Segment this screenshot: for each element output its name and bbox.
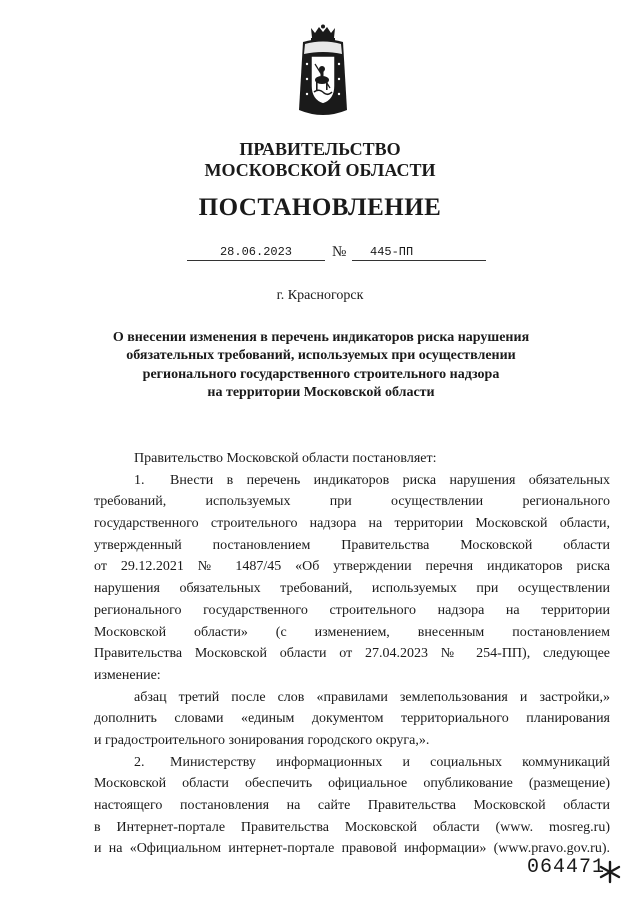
item1-number: 1. — [134, 472, 145, 488]
coat-of-arms-icon — [297, 24, 349, 120]
body-line: и на «Официальном интернет-портале правовой информации» (www.pravo.gov.ru). — [94, 841, 610, 857]
item2-first-line — [94, 752, 610, 774]
number-sign: № — [332, 244, 347, 260]
item1-first-line — [94, 470, 610, 492]
body-line: регионального государственного строительного надзора на территории — [94, 602, 610, 618]
serial-number: 064471 — [527, 856, 606, 879]
intro-paragraph: Правительство Московской области постановляет: — [134, 451, 437, 466]
body-line: государственного строительного надзора на территории Московской области, — [94, 516, 610, 532]
body-line: Правительства Московской области от 27.04.2023 № 254-ПП), следующее — [94, 646, 610, 662]
government-name-line1: ПРАВИТЕЛЬСТВО — [239, 139, 401, 159]
body-line: требований, используемых при осуществлении регионального — [94, 494, 610, 510]
body-line: Министерству информационных и социальных коммуникаций — [170, 754, 610, 770]
government-name-line2: МОСКОВСКОЙ ОБЛАСТИ — [204, 160, 436, 180]
asterisk-icon — [598, 860, 622, 884]
body-line: Московской области обеспечить официальное опубликование (размещение) — [94, 776, 610, 792]
item2-number: 2. — [134, 754, 145, 770]
document-date: 28.06.2023 — [187, 245, 325, 261]
body-line: и градостроительного зонирования городского округа,». — [94, 732, 430, 748]
body-line: настоящего постановления на сайте Правительства Московской области — [94, 798, 610, 813]
subject-line: регионального государственного строительного надзора — [142, 366, 500, 382]
subject-line: обязательных требований, используемых при осуществлении — [126, 348, 516, 364]
body-line: утвержденный постановлением Правительства Московской области — [94, 537, 610, 553]
document-body — [94, 448, 610, 860]
city: г. Красногорск — [276, 288, 364, 303]
document-type-title: ПОСТАНОВЛЕНИЕ — [198, 194, 442, 221]
body-line: Внести в перечень индикаторов риска нарушения обязательных — [170, 472, 610, 488]
body-line: в Интернет-портале Правительства Московской области (www. mosreg.ru) — [94, 819, 610, 835]
subject-line: на территории Московской области — [207, 385, 435, 401]
body-line: нарушения обязательных требований, используемых при осуществлении — [94, 581, 610, 597]
subject-line: О внесении изменения в перечень индикаторов риска нарушения — [112, 330, 530, 345]
document-number: 445-ПП — [352, 245, 486, 261]
body-line: абзац третий после слов «правилами землепользования и застройки,» — [134, 689, 610, 705]
body-line: изменение: — [94, 667, 161, 683]
body-line: дополнить словами «единым документом территориального планирования — [94, 711, 610, 727]
document-subject — [96, 329, 546, 403]
body-line: от 29.12.2021 № 1487/45 «Об утверждении перечня индикаторов риска — [94, 559, 610, 575]
body-line: Московской области» (с изменением, внесенным постановлением — [94, 624, 610, 640]
